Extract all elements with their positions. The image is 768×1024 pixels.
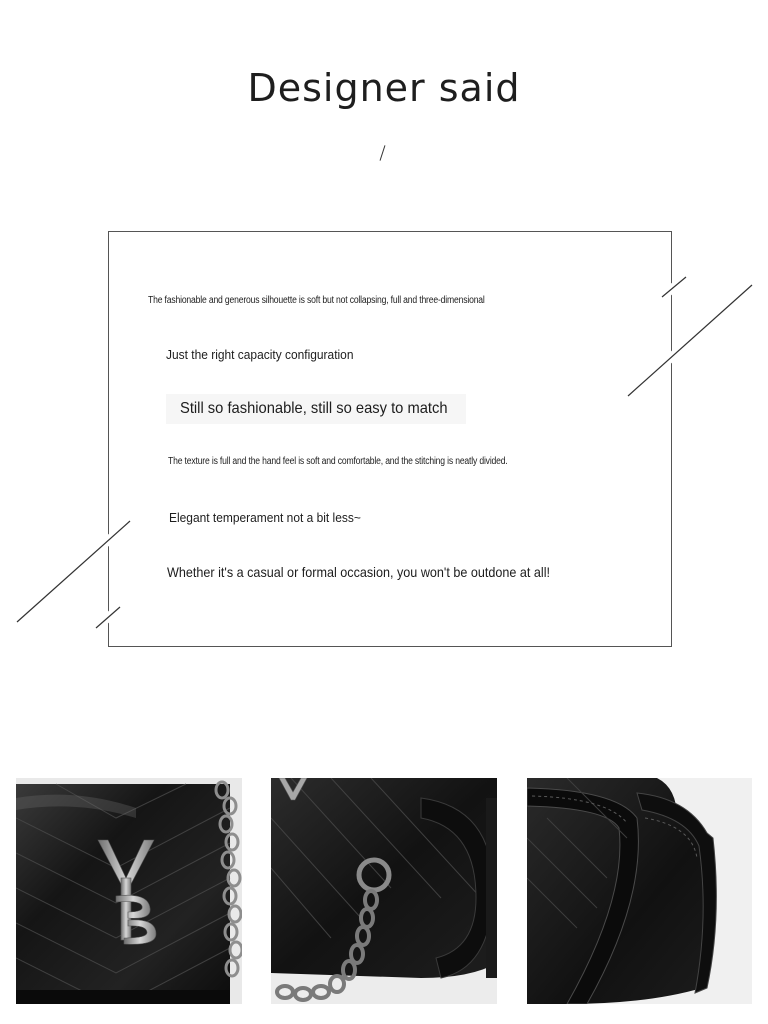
slash-divider	[380, 145, 386, 161]
description-line-4: The texture is full and the hand feel is soft and comfortable, and the stitching is neatly divided.	[168, 456, 508, 467]
description-line-5: Elegant temperament not a bit less~	[169, 510, 361, 525]
description-line-3: Still so fashionable, still so easy to match	[180, 400, 448, 417]
bag-logo-detail-photo	[16, 778, 242, 1004]
bag-chain-detail-photo	[271, 778, 497, 1004]
bag-edge-detail-image	[527, 778, 752, 1004]
description-line-1: The fashionable and generous silhouette is soft but not collapsing, full and three-dimensional	[148, 295, 485, 306]
bag-chain-detail-image	[271, 778, 497, 1004]
page-title: Designer said	[247, 66, 521, 110]
bag-logo-detail-image	[16, 778, 242, 1004]
description-line-2: Just the right capacity configuration	[166, 347, 354, 362]
description-frame	[108, 231, 672, 647]
bag-edge-detail-photo	[527, 778, 752, 1004]
description-line-6: Whether it's a casual or formal occasion, you won't be outdone at all!	[167, 564, 551, 580]
